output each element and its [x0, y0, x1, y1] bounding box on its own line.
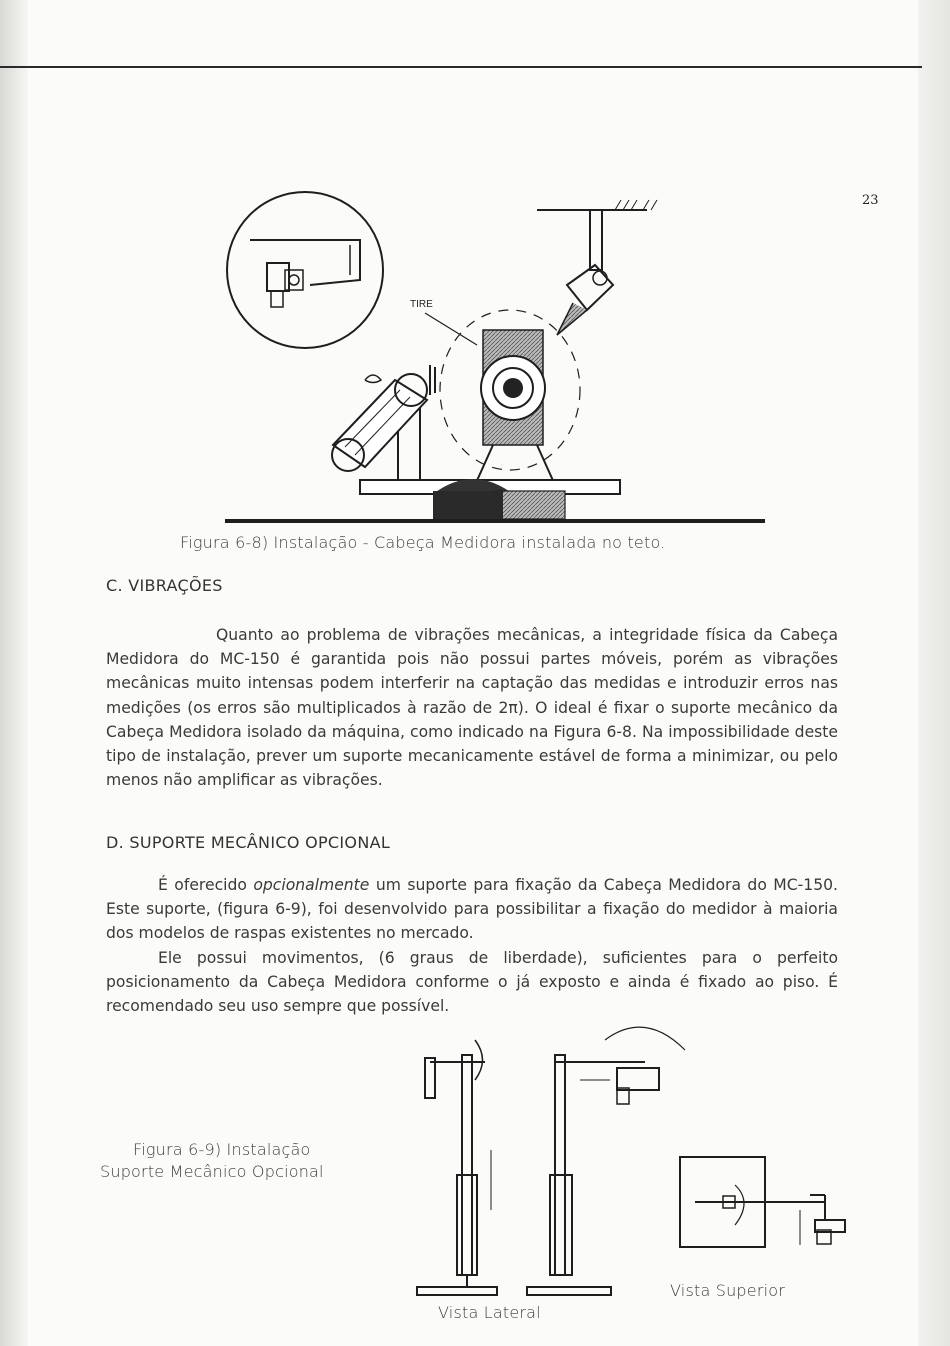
page-binding-shadow [0, 0, 28, 1346]
figure-6-9-caption-line1: Figura 6-9) Instalação [133, 1140, 311, 1159]
top-rule [0, 66, 922, 68]
machine-base [225, 479, 765, 521]
side-view-stand-right [527, 1027, 685, 1295]
section-d-p1-end: um suporte para fixação da Cabeça Medidora do MC-150. Este suporte, (figura 6-9), foi desenvolvido para possibilitar a fixação do medidor à maioria dos modelos de raspas existentes no mercado. [106, 876, 838, 943]
page-number: 23 [862, 193, 879, 208]
tire-label: TIRE [410, 299, 433, 310]
ceiling-mount [537, 200, 657, 335]
section-c-paragraph [106, 623, 838, 792]
figure-6-9-illustration [405, 1020, 865, 1300]
section-d-paragraph-2: Ele possui movimentos, (6 graus de liberdade), suficientes para o perfeito posicionamento da Cabeça Medidora conforme o já exposto e ainda é fixado ao piso. É recomendado seu uso sempre que possível. [106, 948, 838, 1016]
tire-assembly [440, 310, 580, 485]
reel-arm [332, 365, 435, 480]
page-edge [918, 0, 950, 1346]
section-d-p1-start: É oferecido [158, 876, 254, 894]
figure-6-8-caption: Figura 6-8) Instalação - Cabeça Medidora instalada no teto. [180, 533, 666, 552]
top-view-drawing [680, 1157, 845, 1247]
section-d-heading: D. SUPORTE MECÂNICO OPCIONAL [106, 833, 391, 852]
side-view-stand-left [417, 1040, 497, 1295]
section-d-p1-emphasis: opcionalmente [253, 876, 370, 894]
detail-inset-circle [227, 192, 383, 348]
section-c-text: Quanto ao problema de vibrações mecânicas, a integridade física da Cabeça Medidora do MC-150 é garantida pois não possui partes móveis, porém as vibrações mecânicas muito intensas podem interferir na captação das medidas e introduzir erros nas medições (os erros são multiplicados à razão de 2π). O ideal é fixar o suporte mecânico da Cabeça Medidora isolado da máquina, como indicado na Figura 6-8. Na impossibilidade deste tipo de instalação, prever um suporte mecanicamente estável de forma a minimizar, ou pelo menos não amplificar as vibrações. [106, 626, 838, 790]
section-d-paragraph-1 [106, 873, 838, 946]
figure-6-9-caption-line2: Suporte Mecânico Opcional [100, 1162, 324, 1181]
figure-6-8-illustration [215, 185, 815, 525]
section-d-paragraphs [106, 873, 838, 1018]
side-view-label: Vista Lateral [438, 1303, 541, 1322]
top-view-label: Vista Superior [670, 1281, 786, 1300]
section-c-heading: C. VIBRAÇÕES [106, 576, 223, 595]
